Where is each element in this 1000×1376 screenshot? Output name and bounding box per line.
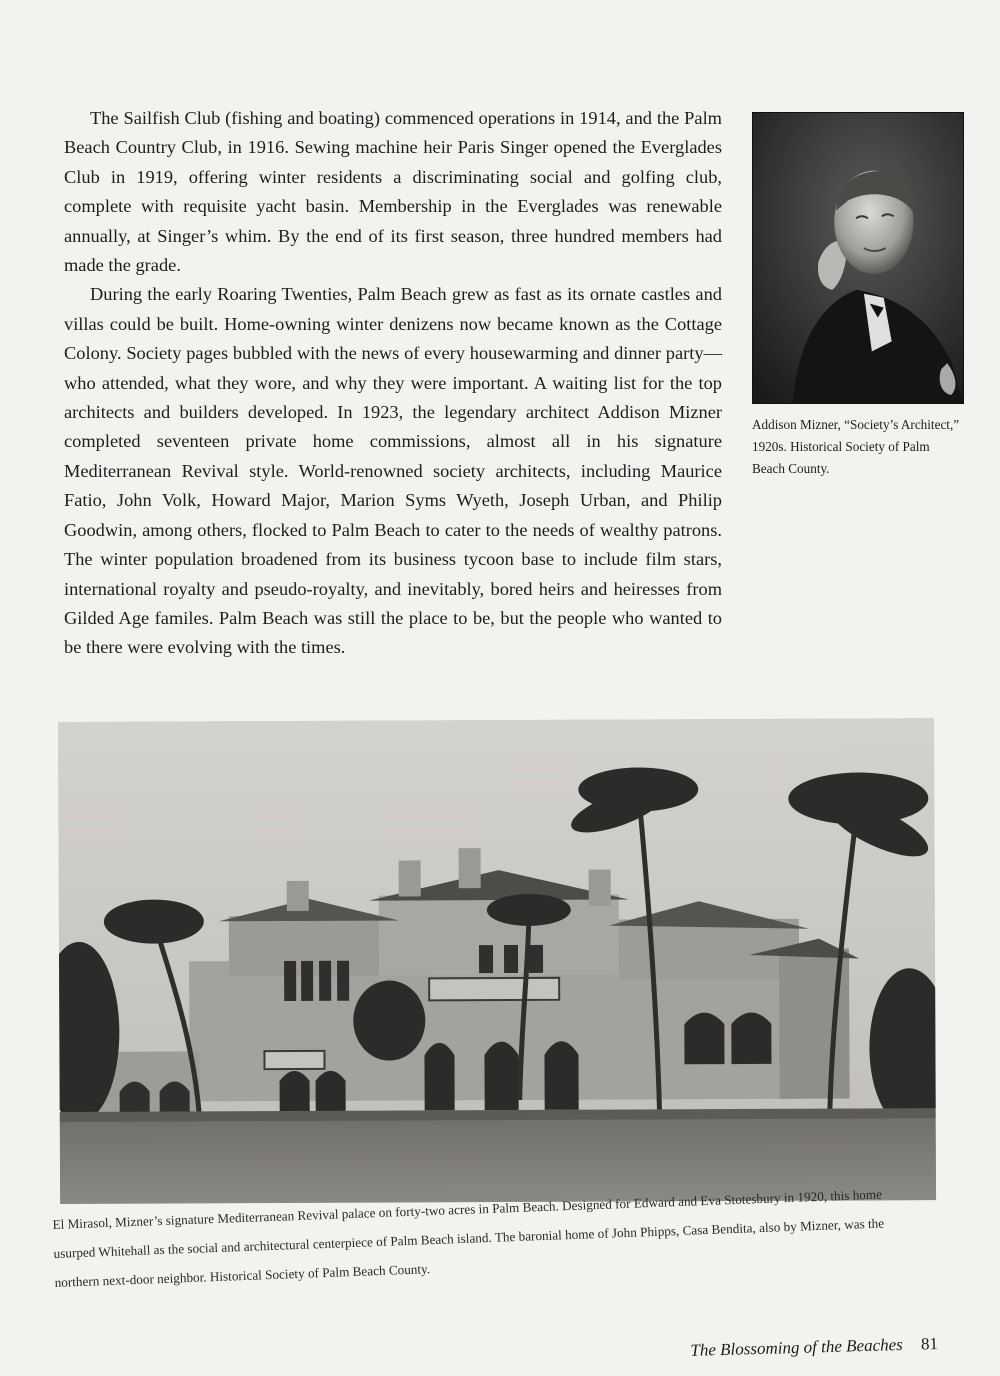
portrait-caption: Addison Mizner, “Society’s Architect,” 1920s. Historical Society of Palm Beach County. xyxy=(752,417,960,476)
portrait-photo xyxy=(752,112,964,404)
body-paragraph-2: During the early Roaring Twenties, Palm Beach grew as fast as its ornate castles and villas could be built. Home-owning winter denizens now became known as the Cottage Colony. Society pages bubbled with the news of every housewarming and dinner party—who attended, what they wore, and why they were important. A waiting list for the top architects and builders developed. In 1923, the legendary architect Addison Mizner completed seventeen private home commissions, almost all in his signature Mediterranean Revival style. World-renowned society architects, including Maurice Fatio, John Volk, Howard Major, Marion Syms Wyeth, Joseph Urban, and Philip Goodwin, among others, flocked to Palm Beach to cater to the needs of wealthy patrons. The winter population broadened from its business tycoon base to include film stars, international royalty and pseudo-royalty, and inevitably, bored heirs and heiresses from Gilded Age familes. Palm Beach was still the place to be, but the people who wanted to be there were evolving with the times. xyxy=(64,284,722,658)
portrait-image xyxy=(753,113,963,403)
page-footer xyxy=(690,1334,938,1361)
running-head: The Blossoming of the Beaches xyxy=(690,1334,904,1360)
el-mirasol-image xyxy=(58,718,936,1204)
page-number: 81 xyxy=(921,1334,939,1354)
body-text xyxy=(64,104,722,663)
el-mirasol-photo xyxy=(58,718,936,1204)
body-paragraph-1: The Sailfish Club (fishing and boating) commenced operations in 1914, and the Palm Beach Country Club, in 1916. Sewing machine heir Paris Singer opened the Everglades Club in 1919, offering winter residents a discriminating social and golfing club, complete with requisite yacht basin. Membership in the Everglades was renewable annually, at Singer’s whim. By the end of its first season, three hundred members had made the grade. xyxy=(64,108,722,276)
el-mirasol-caption: El Mirasol, Mizner’s signature Mediterranean Revival palace on forty-two acres in Palm Beach. Designed for Edward and Eva Stotesbury in 1920, this home usurped Whitehall as the social and architectural centerpiece of Palm Beach island. The baronial home of John Phipps, Casa Bendita, also by Mizner, was the northern next-door neighbor. Historical Society of Palm Beach County. xyxy=(52,1186,885,1290)
